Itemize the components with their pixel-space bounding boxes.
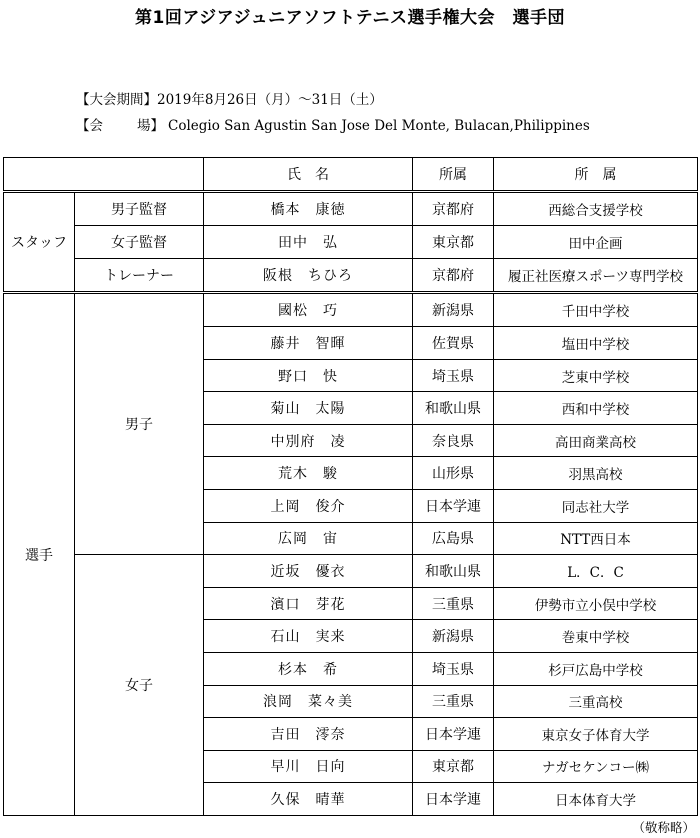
member-prefecture: 埼玉県 <box>413 652 494 685</box>
member-name: 田中 弘 <box>204 226 413 259</box>
event-period-label: 【大会期間】 <box>76 92 157 108</box>
header-affil: 所 属 <box>494 158 698 192</box>
member-name: 広岡 宙 <box>204 522 413 555</box>
member-name: 阪根 ちひろ <box>204 258 413 292</box>
member-affiliation: NTT西日本 <box>494 522 698 555</box>
member-name: 野口 快 <box>204 359 413 392</box>
staff-group-label: スタッフ <box>4 192 75 293</box>
member-name: 荒木 駿 <box>204 457 413 490</box>
member-prefecture: 日本学連 <box>413 783 494 816</box>
member-prefecture: 日本学連 <box>413 490 494 523</box>
member-name: 早川 日向 <box>204 750 413 783</box>
member-affiliation: 東京女子体育大学 <box>494 718 698 751</box>
member-name: 菊山 太陽 <box>204 392 413 425</box>
event-venue-label <box>76 114 168 134</box>
member-name: 橋本 康徳 <box>204 192 413 226</box>
member-prefecture: 新潟県 <box>413 620 494 653</box>
member-prefecture: 東京都 <box>413 750 494 783</box>
table-row <box>4 555 698 588</box>
venue-label-open: 【会 <box>76 118 103 134</box>
event-period <box>76 88 383 108</box>
staff-role: 女子監督 <box>75 226 204 259</box>
member-name: 杉本 希 <box>204 652 413 685</box>
boys-group-label: 男子 <box>75 293 204 555</box>
member-affiliation: 西和中学校 <box>494 392 698 425</box>
member-prefecture: 山形県 <box>413 457 494 490</box>
girls-group-label: 女子 <box>75 555 204 816</box>
member-affiliation: 履正社医療スポーツ専門学校 <box>494 258 698 292</box>
member-affiliation: ナガセケンコー㈱ <box>494 750 698 783</box>
staff-role: 男子監督 <box>75 192 204 226</box>
table-row <box>4 258 698 292</box>
member-affiliation: L．C．C <box>494 555 698 588</box>
member-affiliation: 塩田中学校 <box>494 327 698 360</box>
table-header-row <box>4 158 698 192</box>
member-prefecture: 和歌山県 <box>413 555 494 588</box>
member-name: 久保 晴華 <box>204 783 413 816</box>
member-affiliation: 三重高校 <box>494 685 698 718</box>
member-prefecture: 広島県 <box>413 522 494 555</box>
member-name: 國松 巧 <box>204 293 413 327</box>
member-prefecture: 新潟県 <box>413 293 494 327</box>
member-prefecture: 三重県 <box>413 685 494 718</box>
member-affiliation: 西総合支援学校 <box>494 192 698 226</box>
member-prefecture: 佐賀県 <box>413 327 494 360</box>
member-prefecture: 東京都 <box>413 226 494 259</box>
member-affiliation: 杉戸広島中学校 <box>494 652 698 685</box>
member-prefecture: 日本学連 <box>413 718 494 751</box>
member-affiliation: 高田商業高校 <box>494 424 698 457</box>
member-name: 浪岡 菜々美 <box>204 685 413 718</box>
member-name: 中別府 凌 <box>204 424 413 457</box>
member-affiliation: 巻東中学校 <box>494 620 698 653</box>
table-row <box>4 192 698 226</box>
event-period-value: 2019年8月26日（月）～31日（土） <box>157 92 383 108</box>
header-name: 氏 名 <box>204 158 413 192</box>
member-affiliation: 日本体育大学 <box>494 783 698 816</box>
member-affiliation: 羽黒高校 <box>494 457 698 490</box>
header-blank <box>4 158 204 192</box>
member-prefecture: 京都府 <box>413 192 494 226</box>
member-name: 吉田 澪奈 <box>204 718 413 751</box>
member-name: 上岡 俊介 <box>204 490 413 523</box>
member-affiliation: 伊勢市立小俣中学校 <box>494 587 698 620</box>
page-title: 第1回アジアジュニアソフトテニス選手権大会 選手団 <box>135 8 565 28</box>
header-pref: 所属 <box>413 158 494 192</box>
member-name: 藤井 智暉 <box>204 327 413 360</box>
member-prefecture: 京都府 <box>413 258 494 292</box>
event-venue <box>76 114 590 134</box>
roster-table <box>3 157 698 816</box>
players-group-label: 選手 <box>4 293 75 816</box>
member-prefecture: 和歌山県 <box>413 392 494 425</box>
member-name: 濱口 芽花 <box>204 587 413 620</box>
staff-role: トレーナー <box>75 258 204 292</box>
footnote: （敬称略） <box>632 820 695 835</box>
event-venue-value: Colegio San Agustin San Jose Del Monte, Bulacan,Philippines <box>168 118 590 134</box>
member-affiliation: 田中企画 <box>494 226 698 259</box>
member-prefecture: 奈良県 <box>413 424 494 457</box>
member-name: 近坂 優衣 <box>204 555 413 588</box>
table-row <box>4 293 698 327</box>
member-prefecture: 埼玉県 <box>413 359 494 392</box>
venue-label-close: 場】 <box>137 118 164 134</box>
table-row <box>4 226 698 259</box>
member-name: 石山 実来 <box>204 620 413 653</box>
member-prefecture: 三重県 <box>413 587 494 620</box>
member-affiliation: 芝東中学校 <box>494 359 698 392</box>
member-affiliation: 同志社大学 <box>494 490 698 523</box>
member-affiliation: 千田中学校 <box>494 293 698 327</box>
